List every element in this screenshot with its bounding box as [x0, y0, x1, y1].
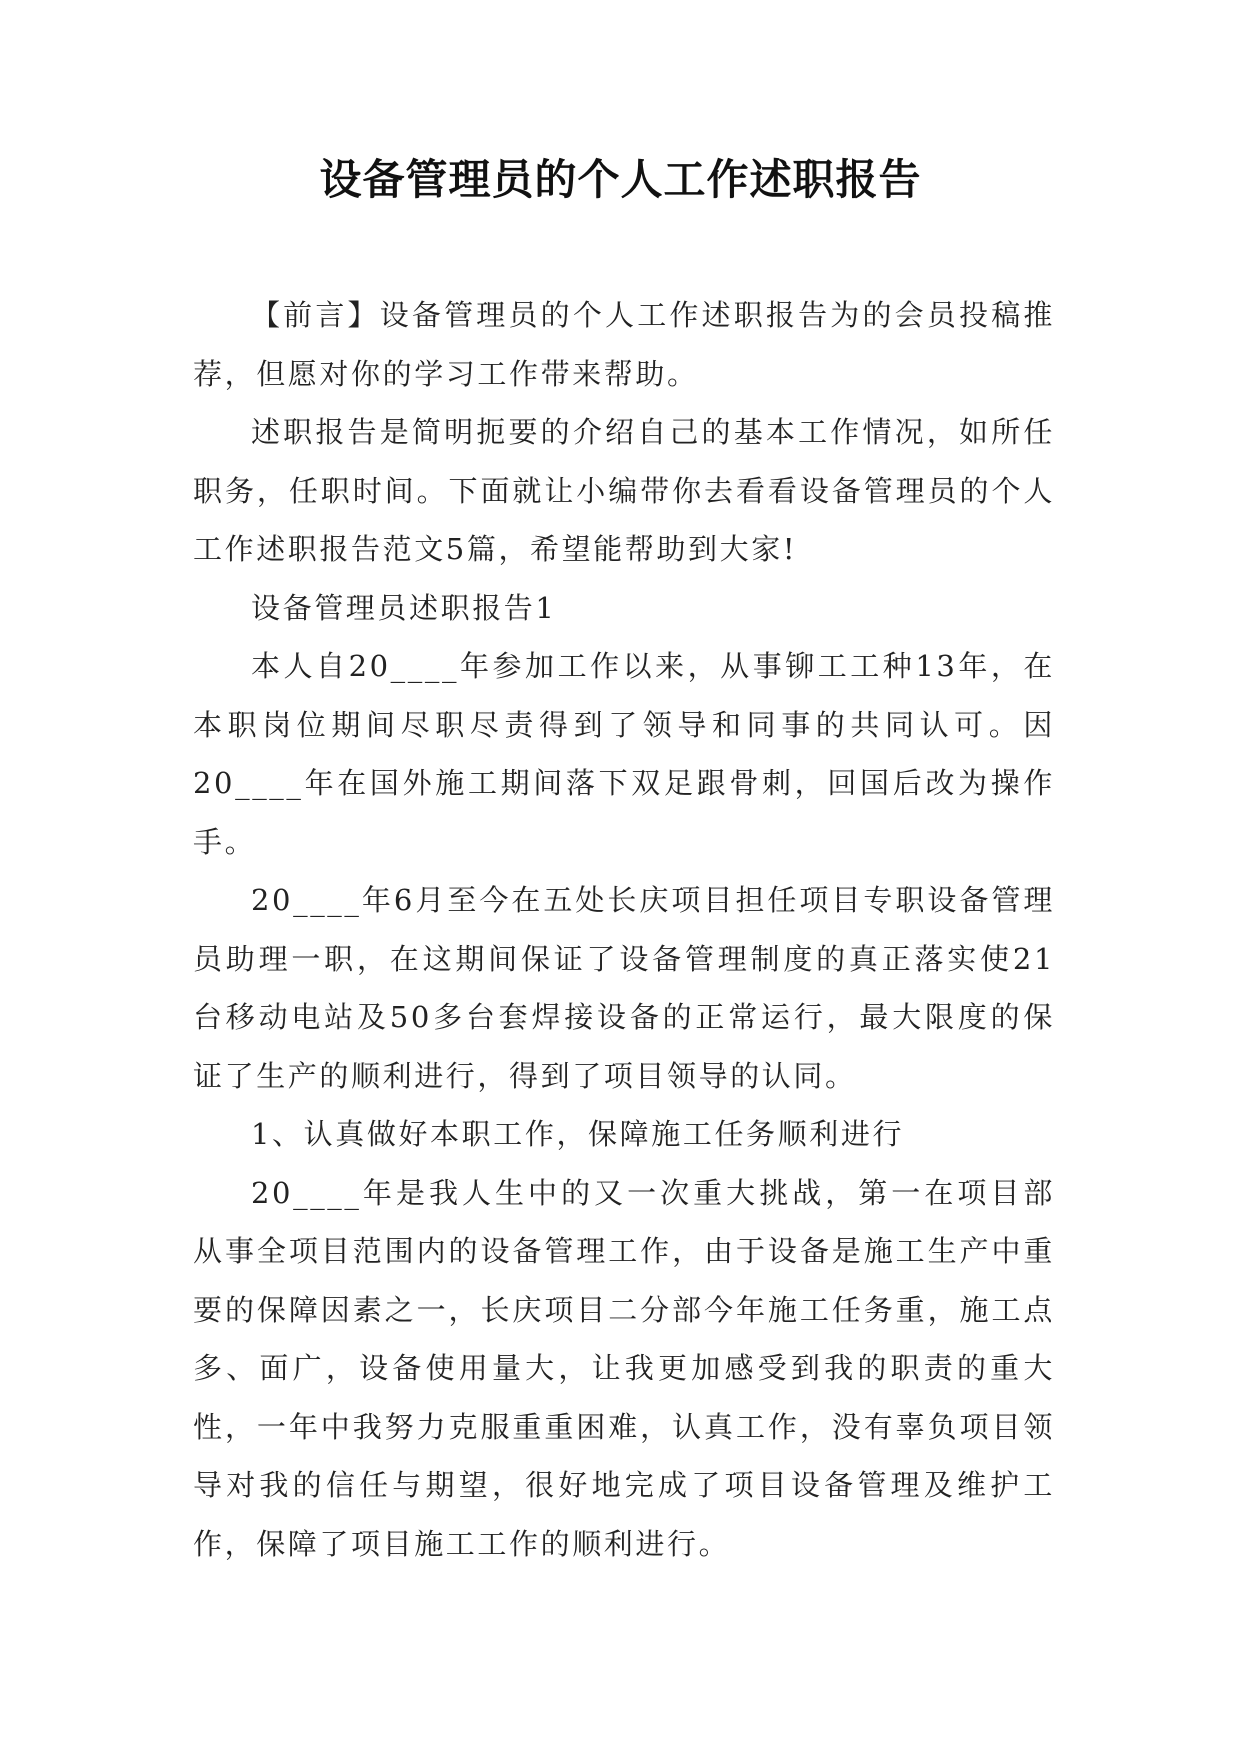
section-heading: 设备管理员述职报告1: [251, 590, 557, 625]
paragraph: 20____年6月至今在五处长庆项目担任项目专职设备管理员助理一职，在这期间保证了设备管理制度的真正落实使21台移动电站及50多台套焊接设备的正常运行，最大限度的保证了生产的顺利进行，得到了项目领导的认同。: [193, 883, 1055, 1093]
subsection-heading: 1、认真做好本职工作，保障施工任务顺利进行: [251, 1117, 905, 1151]
paragraph: 本人自20____年参加工作以来，从事铆工工种13年，在本职岗位期间尽职尽责得到了领导和同事的共同认可。因20____年在国外施工期间落下双足跟骨刺，回国后改为操作手。: [193, 649, 1055, 859]
document-body: [193, 286, 1055, 1573]
paragraph-preface: 【前言】设备管理员的个人工作述职报告为的会员投稿推荐，但愿对你的学习工作带来帮助。: [193, 298, 1055, 391]
document-title: 设备管理员的个人工作述职报告: [319, 155, 922, 204]
paragraph: 20____年是我人生中的又一次重大挑战，第一在项目部从事全项目范围内的设备管理工作，由于设备是施工生产中重要的保障因素之一，长庆项目二分部今年施工任务重，施工点多、面广，设备使用量大，让我更加感受到我的职责的重大性，一年中我努力克服重重困难，认真工作，没有辜负项目领导对我的信任与期望，很好地完成了项目设备管理及维护工作，保障了项目施工工作的顺利进行。: [193, 1175, 1055, 1561]
paragraph-intro: 述职报告是简明扼要的介绍自己的基本工作情况，如所任职务，任职时间。下面就让小编带你去看看设备管理员的个人工作述职报告范文5篇，希望能帮助到大家!: [193, 415, 1055, 566]
